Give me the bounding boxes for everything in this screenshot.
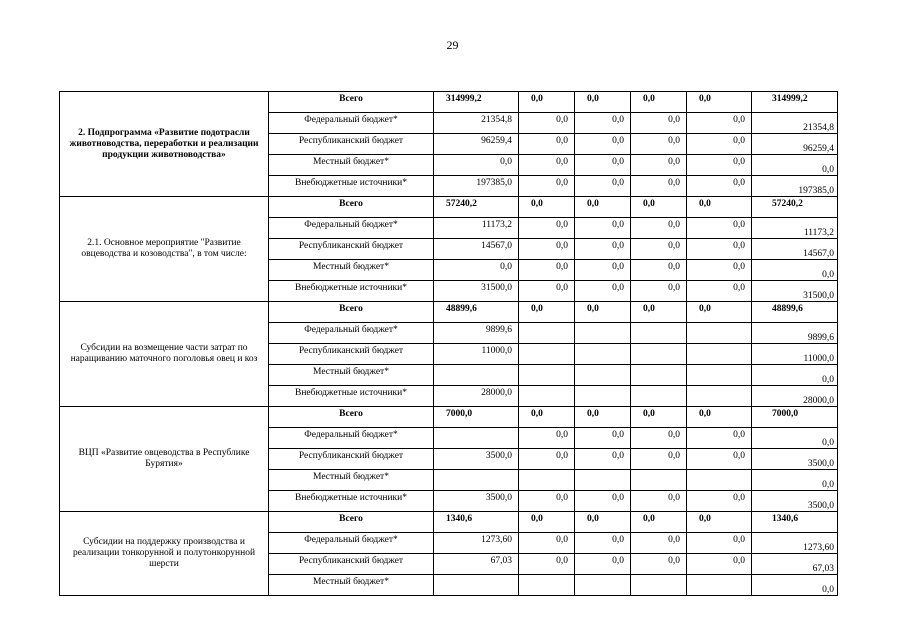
value-year-5: 0,0 (687, 113, 752, 134)
value-first-year: 14567,0 (434, 239, 519, 260)
funding-source: Всего (269, 197, 434, 218)
value-year-3: 0,0 (575, 302, 631, 323)
value-year-3: 0,0 (575, 197, 631, 218)
value-year-5: 0,0 (687, 281, 752, 302)
table-row-total (60, 92, 838, 113)
value-first-year: 0,0 (434, 260, 519, 281)
value-year-3: 0,0 (575, 134, 631, 155)
value-year-4: 0,0 (631, 512, 687, 533)
value-year-2: 0,0 (519, 239, 575, 260)
funding-source: Республиканский бюджет (269, 344, 434, 365)
program-name: 2. Подпрограмма «Развитие подотрасли животноводства, переработки и реализации продукции животноводства» (60, 92, 269, 197)
value-year-3: 0,0 (575, 92, 631, 113)
value-year-2: 0,0 (519, 134, 575, 155)
program-name: Субсидии на возмещение части затрат по наращиванию маточного поголовья овец и коз (60, 302, 269, 407)
funding-source: Федеральный бюджет* (269, 533, 434, 554)
table-row-total (60, 512, 838, 533)
value-year-5 (687, 575, 752, 596)
value-year-3: 0,0 (575, 281, 631, 302)
value-first-year (434, 365, 519, 386)
funding-source: Внебюджетные источники* (269, 281, 434, 302)
funding-source: Всего (269, 92, 434, 113)
value-year-2 (519, 344, 575, 365)
value-year-2: 0,0 (519, 302, 575, 323)
value-total: 11000,0 (752, 344, 838, 365)
funding-source: Республиканский бюджет (269, 134, 434, 155)
value-year-4: 0,0 (631, 491, 687, 512)
value-year-2: 0,0 (519, 218, 575, 239)
value-first-year: 96259,4 (434, 134, 519, 155)
value-year-3 (575, 365, 631, 386)
value-first-year: 314999,2 (434, 92, 519, 113)
value-first-year: 3500,0 (434, 449, 519, 470)
value-total: 31500,0 (752, 281, 838, 302)
value-total: 3500,0 (752, 449, 838, 470)
value-first-year: 67,03 (434, 554, 519, 575)
value-total: 314999,2 (752, 92, 838, 113)
value-year-5: 0,0 (687, 554, 752, 575)
value-year-3 (575, 344, 631, 365)
value-year-5: 0,0 (687, 218, 752, 239)
table-row-total (60, 407, 838, 428)
funding-source: Местный бюджет* (269, 575, 434, 596)
value-year-2: 0,0 (519, 428, 575, 449)
value-year-2 (519, 575, 575, 596)
value-year-4 (631, 386, 687, 407)
value-total: 57240,2 (752, 197, 838, 218)
program-name: ВЦП «Развитие овцеводства в Республике Бурятия» (60, 407, 269, 512)
value-first-year: 197385,0 (434, 176, 519, 197)
value-year-4 (631, 575, 687, 596)
value-year-4: 0,0 (631, 218, 687, 239)
value-first-year: 1273,60 (434, 533, 519, 554)
value-year-5 (687, 323, 752, 344)
value-first-year: 57240,2 (434, 197, 519, 218)
value-year-3: 0,0 (575, 176, 631, 197)
value-year-4: 0,0 (631, 302, 687, 323)
value-total: 0,0 (752, 365, 838, 386)
funding-source: Внебюджетные источники* (269, 176, 434, 197)
value-first-year: 28000,0 (434, 386, 519, 407)
value-year-3: 0,0 (575, 407, 631, 428)
value-year-2 (519, 386, 575, 407)
value-year-2 (519, 323, 575, 344)
value-total: 0,0 (752, 470, 838, 491)
funding-source: Местный бюджет* (269, 365, 434, 386)
value-year-5: 0,0 (687, 449, 752, 470)
value-first-year: 3500,0 (434, 491, 519, 512)
value-year-5: 0,0 (687, 491, 752, 512)
value-total: 0,0 (752, 428, 838, 449)
value-total: 21354,8 (752, 113, 838, 134)
value-year-2: 0,0 (519, 407, 575, 428)
funding-source: Федеральный бюджет* (269, 113, 434, 134)
value-year-2 (519, 365, 575, 386)
value-year-5: 0,0 (687, 407, 752, 428)
value-year-4 (631, 365, 687, 386)
value-year-3: 0,0 (575, 491, 631, 512)
funding-source: Федеральный бюджет* (269, 323, 434, 344)
funding-source: Местный бюджет* (269, 260, 434, 281)
page-number: 29 (446, 38, 459, 52)
table-row-total (60, 302, 838, 323)
value-first-year: 48899,6 (434, 302, 519, 323)
value-year-3 (575, 323, 631, 344)
value-year-4 (631, 470, 687, 491)
value-year-3 (575, 575, 631, 596)
value-year-3: 0,0 (575, 533, 631, 554)
value-first-year: 31500,0 (434, 281, 519, 302)
value-year-2: 0,0 (519, 512, 575, 533)
value-year-2: 0,0 (519, 197, 575, 218)
value-year-2: 0,0 (519, 281, 575, 302)
funding-source: Всего (269, 512, 434, 533)
value-first-year: 1340,6 (434, 512, 519, 533)
value-year-5 (687, 470, 752, 491)
funding-source: Республиканский бюджет (269, 239, 434, 260)
value-first-year: 11173,2 (434, 218, 519, 239)
value-total: 9899,6 (752, 323, 838, 344)
table-row-total (60, 197, 838, 218)
value-year-2: 0,0 (519, 92, 575, 113)
value-year-4: 0,0 (631, 260, 687, 281)
value-total: 67,03 (752, 554, 838, 575)
value-first-year: 7000,0 (434, 407, 519, 428)
value-total: 197385,0 (752, 176, 838, 197)
value-first-year (434, 470, 519, 491)
value-year-5: 0,0 (687, 197, 752, 218)
value-year-2 (519, 470, 575, 491)
value-first-year: 9899,6 (434, 323, 519, 344)
value-year-3: 0,0 (575, 155, 631, 176)
value-total: 1273,60 (752, 533, 838, 554)
funding-source: Республиканский бюджет (269, 449, 434, 470)
value-year-4: 0,0 (631, 449, 687, 470)
value-total: 14567,0 (752, 239, 838, 260)
value-total: 3500,0 (752, 491, 838, 512)
funding-source: Всего (269, 302, 434, 323)
value-year-2: 0,0 (519, 260, 575, 281)
value-year-4: 0,0 (631, 428, 687, 449)
value-year-4 (631, 344, 687, 365)
value-total: 48899,6 (752, 302, 838, 323)
value-year-3: 0,0 (575, 428, 631, 449)
value-first-year: 11000,0 (434, 344, 519, 365)
value-first-year (434, 428, 519, 449)
value-year-3: 0,0 (575, 113, 631, 134)
value-year-4: 0,0 (631, 113, 687, 134)
value-year-3: 0,0 (575, 449, 631, 470)
value-year-5: 0,0 (687, 155, 752, 176)
value-year-2: 0,0 (519, 491, 575, 512)
value-year-5: 0,0 (687, 428, 752, 449)
value-year-5 (687, 386, 752, 407)
value-year-4: 0,0 (631, 134, 687, 155)
value-year-5: 0,0 (687, 302, 752, 323)
value-year-5: 0,0 (687, 533, 752, 554)
budget-table (59, 91, 838, 596)
funding-source: Всего (269, 407, 434, 428)
value-total: 0,0 (752, 575, 838, 596)
value-year-5: 0,0 (687, 134, 752, 155)
value-total: 11173,2 (752, 218, 838, 239)
table-body (60, 92, 838, 596)
value-year-4: 0,0 (631, 554, 687, 575)
value-year-5: 0,0 (687, 512, 752, 533)
value-year-2: 0,0 (519, 176, 575, 197)
value-total: 7000,0 (752, 407, 838, 428)
value-first-year: 0,0 (434, 155, 519, 176)
value-year-5 (687, 344, 752, 365)
value-year-5: 0,0 (687, 260, 752, 281)
funding-source: Внебюджетные источники* (269, 491, 434, 512)
value-total: 1340,6 (752, 512, 838, 533)
value-year-3: 0,0 (575, 218, 631, 239)
value-year-4: 0,0 (631, 239, 687, 260)
funding-source: Местный бюджет* (269, 155, 434, 176)
value-year-3 (575, 386, 631, 407)
value-year-4: 0,0 (631, 176, 687, 197)
value-year-3: 0,0 (575, 239, 631, 260)
funding-source: Внебюджетные источники* (269, 386, 434, 407)
value-total: 0,0 (752, 155, 838, 176)
value-first-year (434, 575, 519, 596)
value-year-2: 0,0 (519, 113, 575, 134)
value-year-2: 0,0 (519, 449, 575, 470)
value-year-2: 0,0 (519, 554, 575, 575)
value-year-2: 0,0 (519, 533, 575, 554)
value-year-4: 0,0 (631, 281, 687, 302)
value-year-3: 0,0 (575, 512, 631, 533)
value-year-4: 0,0 (631, 155, 687, 176)
funding-source: Федеральный бюджет* (269, 428, 434, 449)
value-total: 96259,4 (752, 134, 838, 155)
value-first-year: 21354,8 (434, 113, 519, 134)
value-year-5 (687, 365, 752, 386)
value-year-3: 0,0 (575, 554, 631, 575)
program-name: Субсидии на поддержку производства и реализации тонкорунной и полутонкорунной шерсти (60, 512, 269, 596)
value-year-4: 0,0 (631, 92, 687, 113)
value-year-3 (575, 470, 631, 491)
program-name: 2.1. Основное мероприятие "Развитие овцеводства и козоводства", в том числе: (60, 197, 269, 302)
value-year-4 (631, 323, 687, 344)
value-year-4: 0,0 (631, 407, 687, 428)
funding-source: Федеральный бюджет* (269, 218, 434, 239)
value-total: 28000,0 (752, 386, 838, 407)
value-year-4: 0,0 (631, 197, 687, 218)
funding-source: Республиканский бюджет (269, 554, 434, 575)
value-year-3: 0,0 (575, 260, 631, 281)
value-year-4: 0,0 (631, 533, 687, 554)
value-year-2: 0,0 (519, 155, 575, 176)
value-total: 0,0 (752, 260, 838, 281)
value-year-5: 0,0 (687, 176, 752, 197)
value-year-5: 0,0 (687, 92, 752, 113)
value-year-5: 0,0 (687, 239, 752, 260)
funding-source: Местный бюджет* (269, 470, 434, 491)
